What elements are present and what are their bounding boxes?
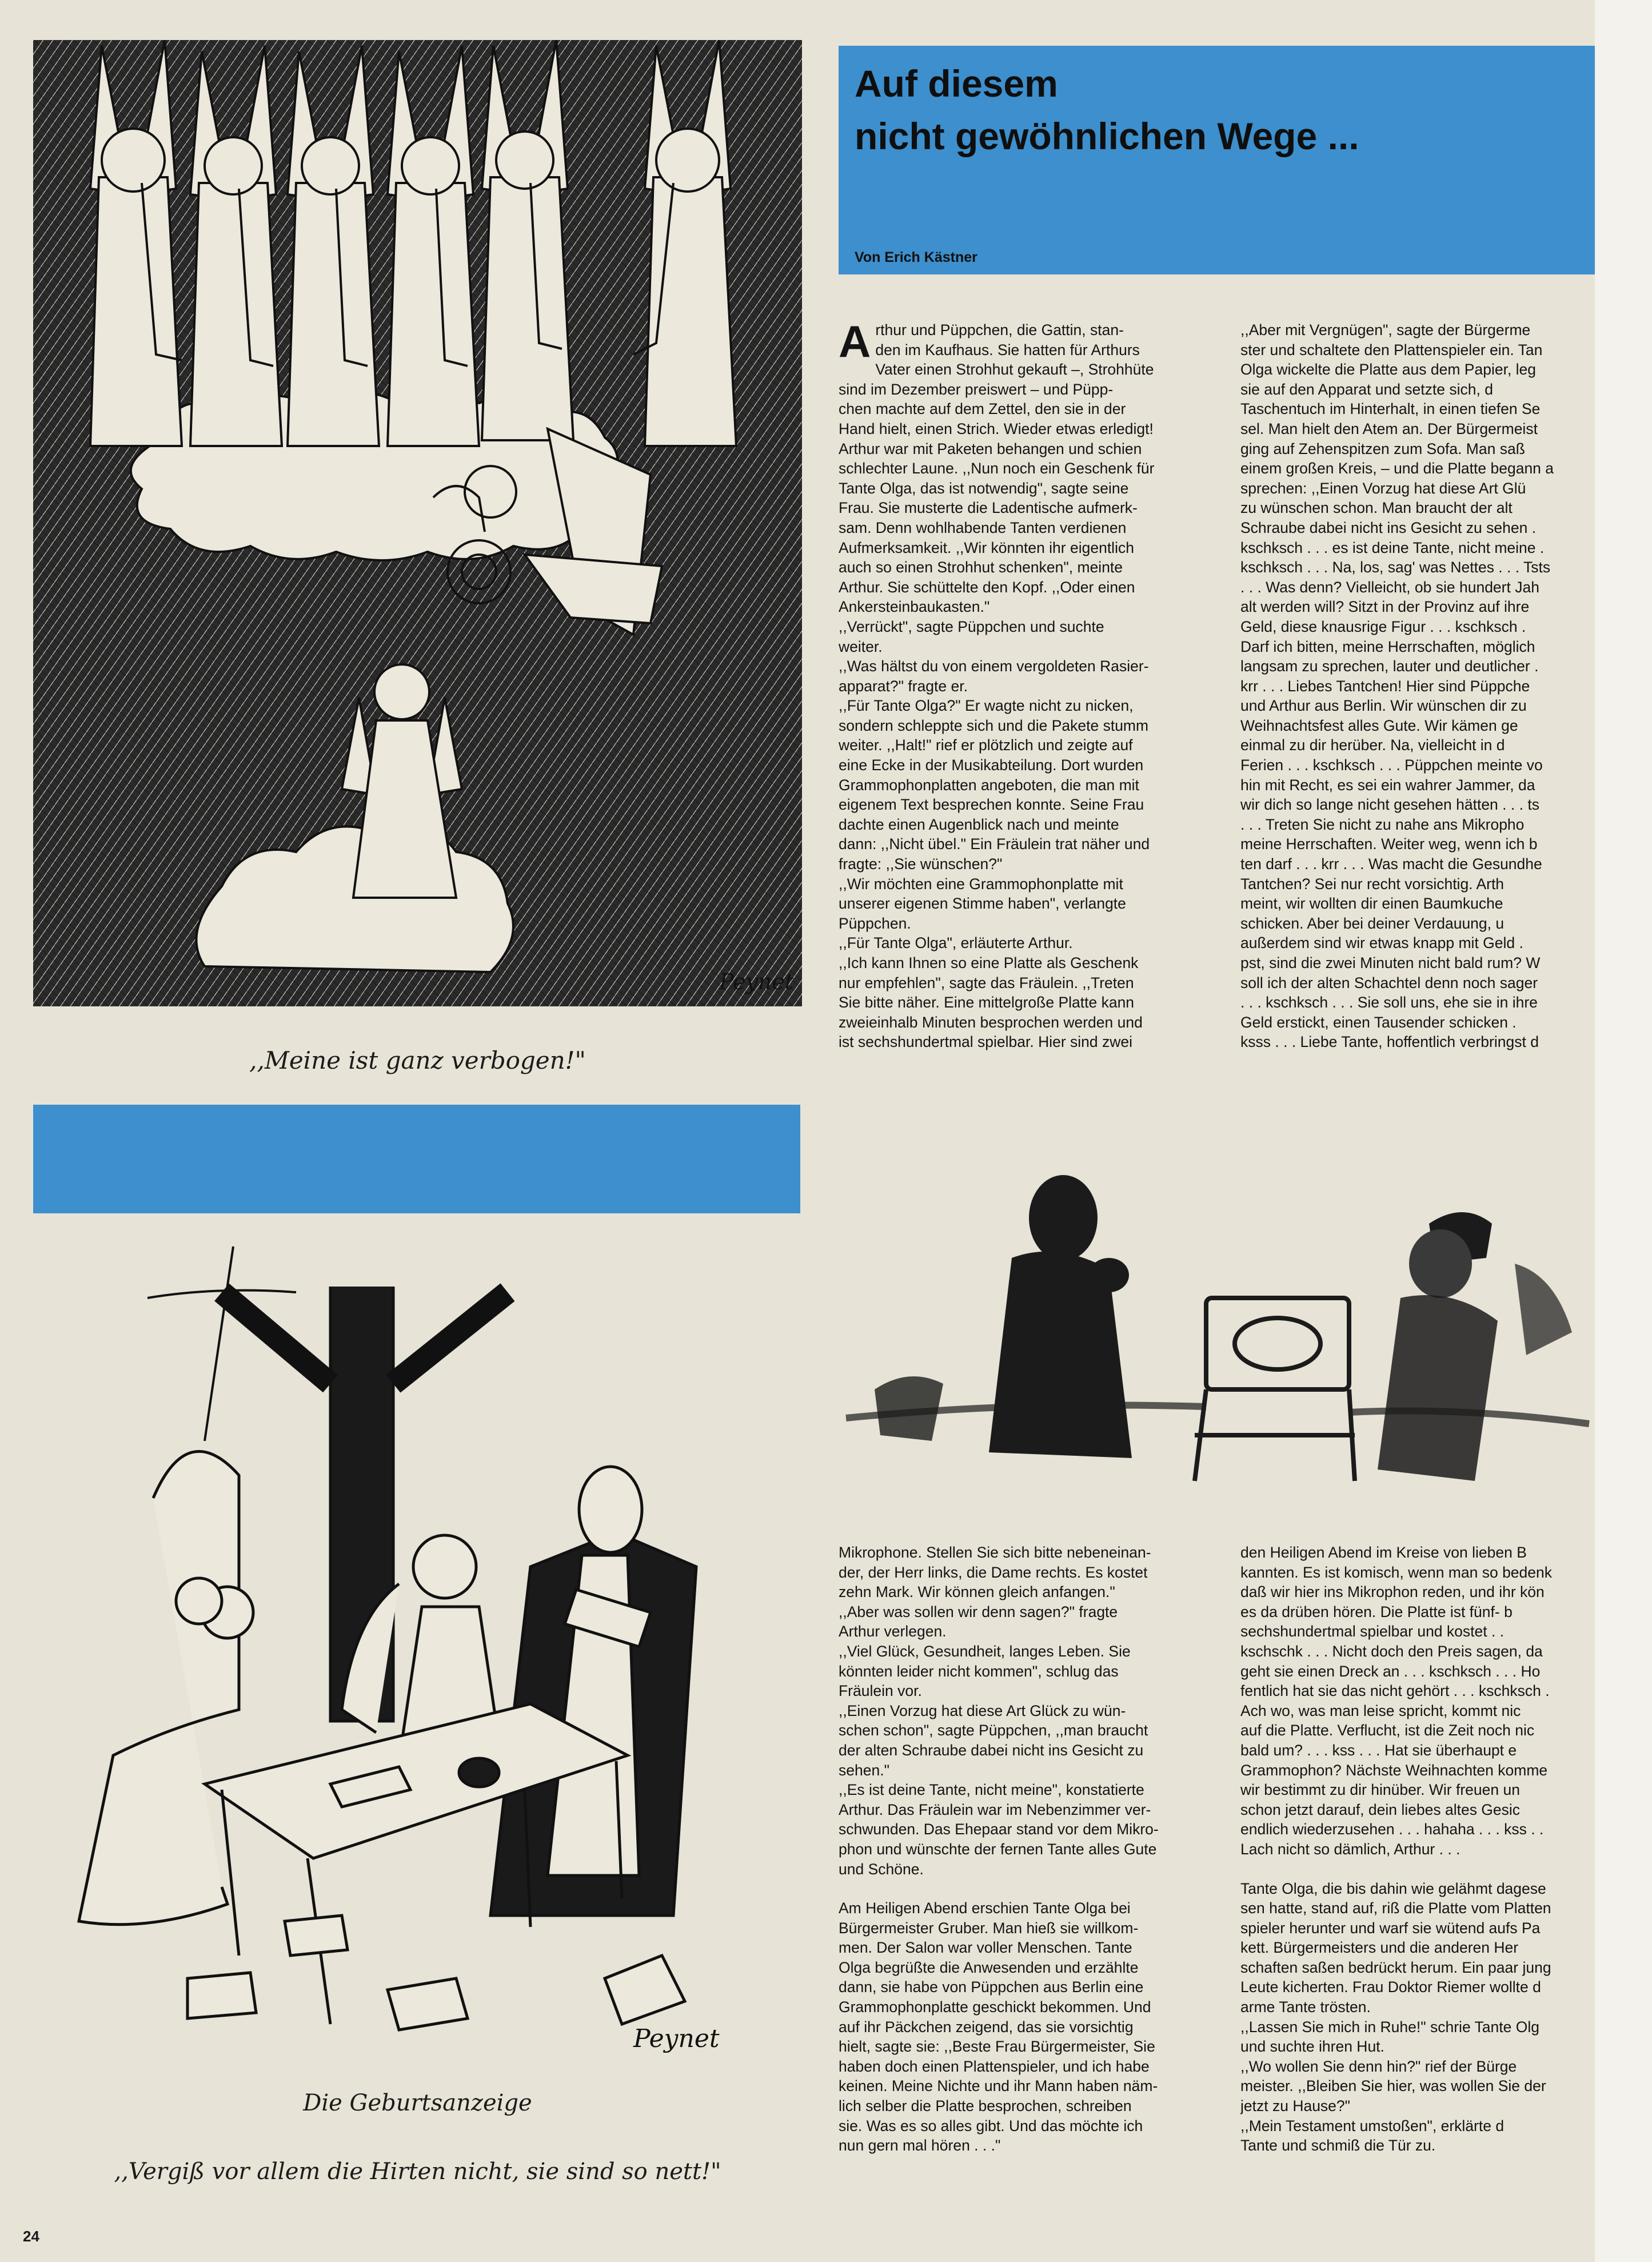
text-line: Tantchen? Sei nur recht vorsichtig. Arth (1240, 875, 1505, 893)
text-line: Mikrophone. Stellen Sie sich bitte nebeneinan- (839, 1544, 1151, 1561)
text-line: jetzt zu Hause?" (1240, 2097, 1351, 2115)
text-line: einmal zu dir herüber. Na, vielleicht in d (1240, 736, 1505, 754)
text-line: Darf ich bitten, meine Herrschaften, möglich (1240, 638, 1535, 655)
text-line: ,,Verrückt", sagte Püppchen und suchte (839, 618, 1104, 635)
text-line: schicken. Aber bei deiner Verdauung, u (1240, 914, 1505, 932)
text-line: arme Tante trösten. (1240, 1998, 1371, 2016)
text-line: Ferien . . . kschksch . . . Püppchen meinte vo (1240, 756, 1543, 774)
text-line: Hand hielt, einen Strich. Wieder etwas erledigt! (839, 420, 1154, 437)
angels-caption: ,,Meine ist ganz verbogen!" (249, 1046, 586, 1074)
text-line: ,,Lassen Sie mich in Ruhe!" schrie Tante Olg (1240, 2018, 1539, 2036)
text-line (1240, 1859, 1595, 1879)
text-line: ,,Viel Glück, Gesundheit, langes Leben. Sie (839, 1642, 1131, 1660)
text-line: Tante Olga, die bis dahin wie gelähmt dagese (1240, 1879, 1546, 1897)
text-line: nun gern mal hören . . ." (839, 2137, 1001, 2155)
text-line: sie auf den Apparat und setzte sich, d (1240, 380, 1493, 398)
text-line: sehen." (839, 1761, 889, 1779)
text-line: Sie bitte näher. Eine mittelgroße Platte kann (839, 994, 1135, 1011)
text-line: bald um? . . . kss . . . Hat sie überhaupt e (1240, 1741, 1517, 1759)
text-line: zehn Mark. Wir können gleich anfangen." (839, 1583, 1115, 1601)
text-line: dann: ,,Nicht übel." Ein Fräulein trat näher und (839, 835, 1150, 853)
text-line: phon und wünschte der fernen Tante alles Gute (839, 1840, 1157, 1858)
text-line: Ankersteinbaukasten." (839, 598, 990, 616)
text-line: Arthur verlegen. (839, 1623, 947, 1640)
text-line: schaften saßen bedrückt herum. Ein paar jung (1240, 1958, 1551, 1976)
text-line: ist sechshundertmal spielbar. Hier sind zwei (839, 1033, 1133, 1051)
text-line: pst, sind die zwei Minuten nicht bald rum? W (1240, 954, 1541, 971)
text-line: auf ihr Päckchen zeigend, das sie vorsichtig (839, 2018, 1134, 2036)
birth-announcement-caption: ,,Vergiß vor allem die Hirten nicht, sie sind so nett!" (114, 2159, 721, 2185)
drop-cap: A (839, 320, 871, 367)
text-line: zu wünschen schon. Man braucht der alt (1240, 499, 1513, 517)
text-line: spieler herunter und warf sie wütend aufs Pa (1240, 1919, 1541, 1937)
text-line: Arthur. Das Fräulein war im Nebenzimmer ver- (839, 1801, 1151, 1818)
text-line: wir bestimmt zu dir hinüber. Wir freuen un (1240, 1781, 1520, 1799)
text-line: ster und schaltete den Plattenspieler ein. Tan (1240, 341, 1543, 359)
birth-announcement-title: Die Geburtsanzeige (303, 2090, 532, 2116)
text-line: eigenem Text besprechen konnte. Seine Frau (839, 796, 1144, 814)
text-line: sprechen: ,,Einen Vorzug hat diese Art Glü (1240, 479, 1526, 497)
signature-top: Peynet (719, 969, 794, 994)
text-line: krr . . . Liebes Tantchen! Hier sind Püppche (1240, 677, 1530, 695)
text-line: fragte: ,,Sie wünschen?" (839, 855, 1003, 873)
paper-edge (1595, 0, 1652, 2262)
text-line: ging auf Zehenspitzen zum Sofa. Man saß (1240, 440, 1525, 457)
text-line: meine Herrschaften. Weiter weg, wenn ich b (1240, 835, 1538, 853)
text-line: Bürgermeister Gruber. Man hieß sie willkom- (839, 1919, 1139, 1937)
text-line: ,,Wir möchten eine Grammophonplatte mit (839, 875, 1123, 893)
text-line: geht sie einen Dreck an . . . kschksch . . . Ho (1240, 1662, 1541, 1680)
scattered-letters (187, 1915, 685, 2030)
text-line: ,,Aber mit Vergnügen", sagte der Bürgerme (1240, 321, 1531, 338)
text-line: auf die Platte. Verflucht, ist die Zeit noch nic (1240, 1722, 1535, 1739)
text-line: Geld erstickt, einen Tausender schicken . (1240, 1013, 1517, 1031)
text-line: ten darf . . . krr . . . Was macht die Gesundhe (1240, 855, 1542, 873)
text-line: Grammophon? Nächste Weihnachten komme (1240, 1761, 1548, 1779)
text-line: ,,Was hältst du von einem vergoldeten Rasier- (839, 658, 1149, 675)
text-column-4 (1240, 1543, 1595, 2206)
text-line: ,,Mein Testament umstoßen", erklärte d (1240, 2117, 1505, 2134)
text-line: ,,Aber was sollen wir denn sagen?" fragte (839, 1603, 1118, 1620)
text-line: ,,Wo wollen Sie denn hin?" rief der Bürge (1240, 2057, 1517, 2075)
text-line: und Schöne. (839, 1860, 924, 1878)
text-line: Am Heiligen Abend erschien Tante Olga bei (839, 1899, 1131, 1917)
text-line: Grammophonplatten angeboten, die man mit (839, 776, 1139, 794)
text-line: weiter. (839, 638, 883, 655)
gramophone-box (1195, 1298, 1355, 1481)
text-column-2 (1240, 320, 1595, 1105)
text-line: haben doch einen Plattenspieler, und ich habe (839, 2057, 1150, 2075)
text-line: Tante Olga, das ist notwendig", sagte seine (839, 479, 1129, 497)
text-line: hielt, sagte sie: ,,Beste Frau Bürgermeister, Sie (839, 2038, 1155, 2056)
text-line: sen hatte, stand auf, riß die Platte vom Platten (1240, 1899, 1551, 1917)
text-line: Olga begrüßte die Anwesenden und erzählte (839, 1958, 1139, 1976)
page-number: 24 (23, 2228, 39, 2245)
text-line: Püppchen. (839, 914, 911, 932)
text-line: Arthur. Sie schüttelte den Kopf. ,,Oder einen (839, 578, 1135, 596)
text-line: außerdem sind wir etwas knapp mit Geld . (1240, 934, 1523, 952)
text-line: Geld, diese knausrige Figur . . . kschksch . (1240, 618, 1526, 635)
text-line: kschksch . . . es ist deine Tante, nicht meine . (1240, 539, 1545, 556)
text-line: sind im Dezember preiswert – und Püpp- (839, 380, 1114, 398)
text-line (839, 1879, 1208, 1898)
text-line: keinen. Meine Nichte und ihr Mann haben näm- (839, 2077, 1158, 2095)
text-line: ,,Für Tante Olga?" Er wagte nicht zu nicken, (839, 697, 1134, 715)
text-line: dann, sie habe von Püppchen aus Berlin eine (839, 1978, 1144, 1996)
text-line: Olga wickelte die Platte aus dem Papier, leg (1240, 361, 1537, 379)
text-line: und suchte ihren Hut. (1240, 2038, 1384, 2056)
text-line: . . . Was denn? Vielleicht, ob sie hundert Jah (1240, 578, 1539, 596)
signature-bottom: Peynet (633, 2024, 720, 2053)
text-line: schlechter Laune. ,,Nun noch ein Geschenk für (839, 460, 1155, 477)
text-line: Taschentuch im Hinterhalt, in einen tiefen Se (1240, 400, 1541, 418)
text-line: den im Kaufhaus. Sie hatten für Arthurs (875, 341, 1140, 359)
text-line: schon jetzt darauf, dein liebes altes Gesic (1240, 1801, 1521, 1818)
text-line: den Heiligen Abend im Kreise von lieben B (1240, 1544, 1527, 1561)
text-line: Schraube dabei nicht ins Gesicht zu sehen . (1240, 519, 1537, 536)
text-line: rthur und Püppchen, die Gattin, stan- (875, 321, 1124, 338)
text-line: weiter. ,,Halt!" rief er plötzlich und zeigte auf (839, 736, 1133, 754)
text-line: eine Ecke in der Musikabteilung. Dort wurden (839, 756, 1144, 774)
text-line: es da drüben hören. Die Platte ist fünf- b (1240, 1603, 1513, 1620)
text-line: kschksch . . . Na, los, sag' was Nettes . . . Tsts (1240, 559, 1551, 576)
text-line: Frau. Sie musterte die Ladentische aufmerk- (839, 499, 1138, 517)
text-column-3 (839, 1543, 1208, 2206)
text-line: Lach nicht so dämlich, Arthur . . . (1240, 1840, 1461, 1858)
article-title-line1: Auf diesem (855, 62, 1058, 105)
text-line: kett. Bürgermeisters und die anderen Her (1240, 1939, 1519, 1957)
text-line: schen schon", sagte Püppchen, ,,man braucht (839, 1722, 1148, 1739)
text-line: . . . kschksch . . . Sie soll uns, ehe sie in ihre (1240, 994, 1538, 1011)
text-line: daß wir hier ins Mikrophon reden, und ihr kön (1240, 1583, 1545, 1601)
lonely-angel (342, 664, 462, 898)
text-line: der, der Herr links, die Dame rechts. Es kostet (839, 1563, 1148, 1581)
text-line: auch so einen Strohhut schenken", meinte (839, 559, 1123, 576)
nativity-illustration (33, 1212, 802, 2081)
text-line: langsam zu sprechen, lauter und deutlicher . (1240, 658, 1539, 675)
text-column-1 (839, 320, 1208, 1105)
text-line: meister. ,,Bleiben Sie hier, was wollen Sie der (1240, 2077, 1546, 2095)
text-line: hin mit Recht, es sei ein wahrer Jammer, da (1240, 776, 1535, 794)
text-line: zweieinhalb Minuten besprochen werden und (839, 1013, 1143, 1031)
text-line: endlich wiederzusehen . . . hahaha . . . kss . . (1240, 1821, 1544, 1838)
text-line: fentlich hat sie das nicht gehört . . . kschksch . (1240, 1682, 1550, 1700)
text-line: meint, wir wollten dir einen Baumkuche (1240, 895, 1503, 913)
text-line: wir dich so lange nicht gesehen hätten . . . ts (1240, 796, 1539, 814)
text-line: apparat?" fragte er. (839, 677, 968, 695)
text-line: nur empfehlen", sagte das Fräulein. ,,Treten (839, 974, 1134, 991)
text-line: Ach wo, was man leise spricht, kommt nic (1240, 1702, 1521, 1719)
joseph-reading (490, 1467, 696, 1915)
text-line: unserer eigenen Stimme haben", verlangte (839, 895, 1126, 913)
text-line: kannten. Es ist komisch, wenn man so bedenk (1240, 1563, 1553, 1581)
text-line: ,,Es ist deine Tante, nicht meine", konstatierte (839, 1781, 1144, 1799)
article-byline: Von Erich Kästner (855, 249, 977, 265)
text-line: Leute kicherten. Frau Doktor Riemer wollte d (1240, 1978, 1541, 1996)
text-line: soll ich der alten Schachtel denn noch sager (1240, 974, 1538, 991)
text-line: sie. Was es so alles gibt. Und das möchte ich (839, 2117, 1143, 2134)
text-line: der alten Schraube dabei nicht ins Gesicht zu (839, 1741, 1144, 1759)
text-line: schwunden. Das Ehepaar stand vor dem Mikro- (839, 1821, 1159, 1838)
text-line: Arthur war mit Paketen behangen und schien (839, 440, 1142, 457)
text-line: ,,Einen Vorzug hat diese Art Glück zu wün- (839, 1702, 1126, 1719)
article-title (855, 57, 1359, 162)
text-line: sam. Denn wohlhabende Tanten verdienen (839, 519, 1127, 536)
blue-color-bar (33, 1105, 800, 1213)
text-line: Tante und schmiß die Tür zu. (1240, 2137, 1436, 2155)
article-title-line2: nicht gewöhnlichen Wege ... (855, 115, 1359, 157)
text-line: alt werden will? Sitzt in der Provinz auf ihre (1240, 598, 1530, 616)
text-line: . . . Treten Sie nicht zu nahe ans Mikropho (1240, 815, 1525, 833)
angels-illustration (33, 40, 802, 1006)
text-line: Weihnachtsfest alles Gute. Wir kämen ge (1240, 716, 1518, 734)
text-line: Grammophonplatte geschickt bekommen. Und (839, 1998, 1151, 2016)
text-line: könnten leider nicht kommen", schlug das (839, 1662, 1119, 1680)
text-line: sondern schleppte sich und die Pakete stumm (839, 716, 1149, 734)
text-line: Aufmerksamkeit. ,,Wir könnten ihr eigentlich (839, 539, 1134, 556)
text-line: ,,Für Tante Olga", erläuterte Arthur. (839, 934, 1073, 952)
text-line: dachte einen Augenblick nach und meinte (839, 815, 1119, 833)
text-line: Fräulein vor. (839, 1682, 922, 1700)
text-line: ,,Ich kann Ihnen so eine Platte als Geschenk (839, 954, 1139, 971)
text-line: einem großen Kreis, – und die Platte begann a (1240, 460, 1554, 477)
text-line: men. Der Salon war voller Menschen. Tante (839, 1939, 1132, 1957)
text-line: sechshundertmal spielbar und kostet . . (1240, 1623, 1505, 1640)
text-line: Vater einen Strohhut gekauft –, Strohhüte (875, 361, 1154, 379)
column-1-lines (839, 320, 1208, 1052)
text-line: sel. Man hielt den Atem an. Der Bürgermeist (1240, 420, 1538, 437)
text-line: chen machte auf dem Zettel, den sie in der (839, 400, 1126, 418)
text-line: kschschk . . . Nicht doch den Preis sagen, da (1240, 1642, 1543, 1660)
text-line: ksss . . . Liebe Tante, hoffentlich verbringst d (1240, 1033, 1539, 1051)
text-line: und Arthur aus Berlin. Wir wünschen dir zu (1240, 697, 1527, 715)
text-line: lich selber die Platte besprochen, schreiben (839, 2097, 1132, 2115)
recording-scene-illustration (840, 1149, 1595, 1515)
